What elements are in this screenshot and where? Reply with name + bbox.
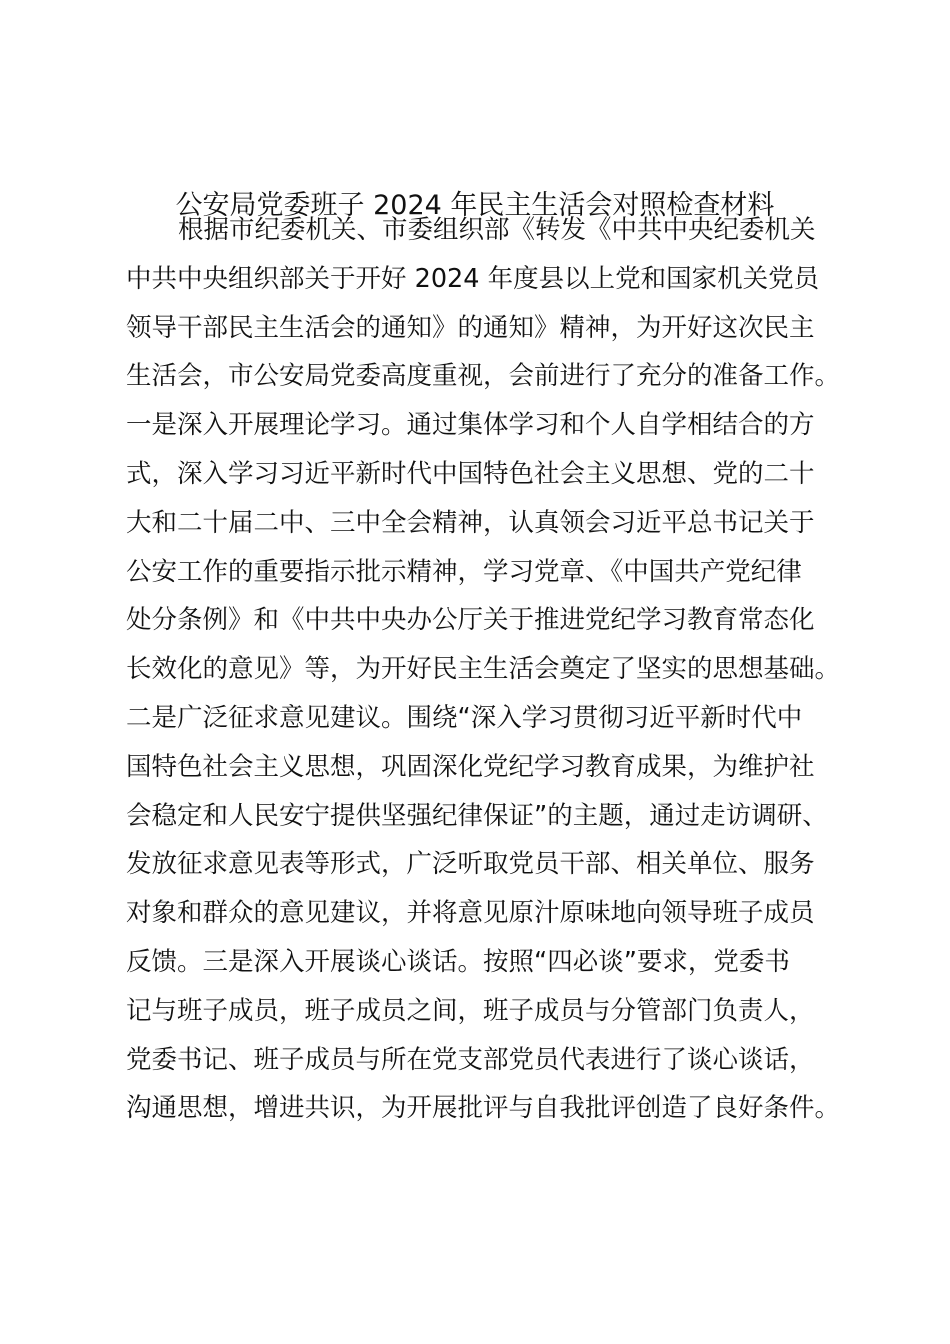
body-line: 公安工作的重要指示批示精神，学习党章、《中国共产党纪律 xyxy=(126,556,802,587)
body-line: 国特色社会主义思想，巩固深化党纪学习教育成果，为维护社 xyxy=(126,751,815,782)
document-title: 公安局党委班子 2024 年民主生活会对照检查材料 xyxy=(175,190,775,221)
body-line: 发放征求意见表等形式，广泛听取党员干部、相关单位、服务 xyxy=(126,849,815,880)
document-body xyxy=(126,206,841,1133)
body-line: 生活会，市公安局党委高度重视，会前进行了充分的准备工作。 xyxy=(126,361,841,392)
body-line: 会稳定和人民安宁提供坚强纪律保证”的主题，通过走访调研、 xyxy=(126,800,828,831)
body-line: 式，深入学习习近平新时代中国特色社会主义思想、党的二十 xyxy=(126,458,815,489)
body-line: 党委书记、班子成员与所在党支部党员代表进行了谈心谈话， xyxy=(126,1044,815,1075)
body-line: 中共中央组织部关于开好 2024 年度县以上党和国家机关党员 xyxy=(126,263,820,294)
body-line: 二是广泛征求意见建议。围绕“深入学习贯彻习近平新时代中 xyxy=(126,702,803,733)
body-line: 一是深入开展理论学习。通过集体学习和个人自学相结合的方 xyxy=(126,410,815,441)
body-line: 对象和群众的意见建议，并将意见原汁原味地向领导班子成员 xyxy=(126,898,815,929)
body-line: 长效化的意见》等，为开好民主生活会奠定了坚实的思想基础。 xyxy=(126,654,841,685)
body-line: 处分条例》和《中共中央办公厅关于推进党纪学习教育常态化 xyxy=(126,605,815,636)
body-line: 领导干部民主生活会的通知》的通知》精神，为开好这次民主 xyxy=(126,312,815,343)
body-line: 反馈。三是深入开展谈心谈话。按照“四必谈”要求，党委书 xyxy=(126,946,790,977)
body-line: 根据市纪委机关、市委组织部《转发《中共中央纪委机关 xyxy=(178,215,816,245)
body-line: 记与班子成员，班子成员之间，班子成员与分管部门负责人， xyxy=(126,995,815,1026)
body-line: 沟通思想，增进共识，为开展批评与自我批评创造了良好条件。 xyxy=(126,1093,841,1124)
body-line: 大和二十届二中、三中全会精神，认真领会习近平总书记关于 xyxy=(126,507,815,538)
